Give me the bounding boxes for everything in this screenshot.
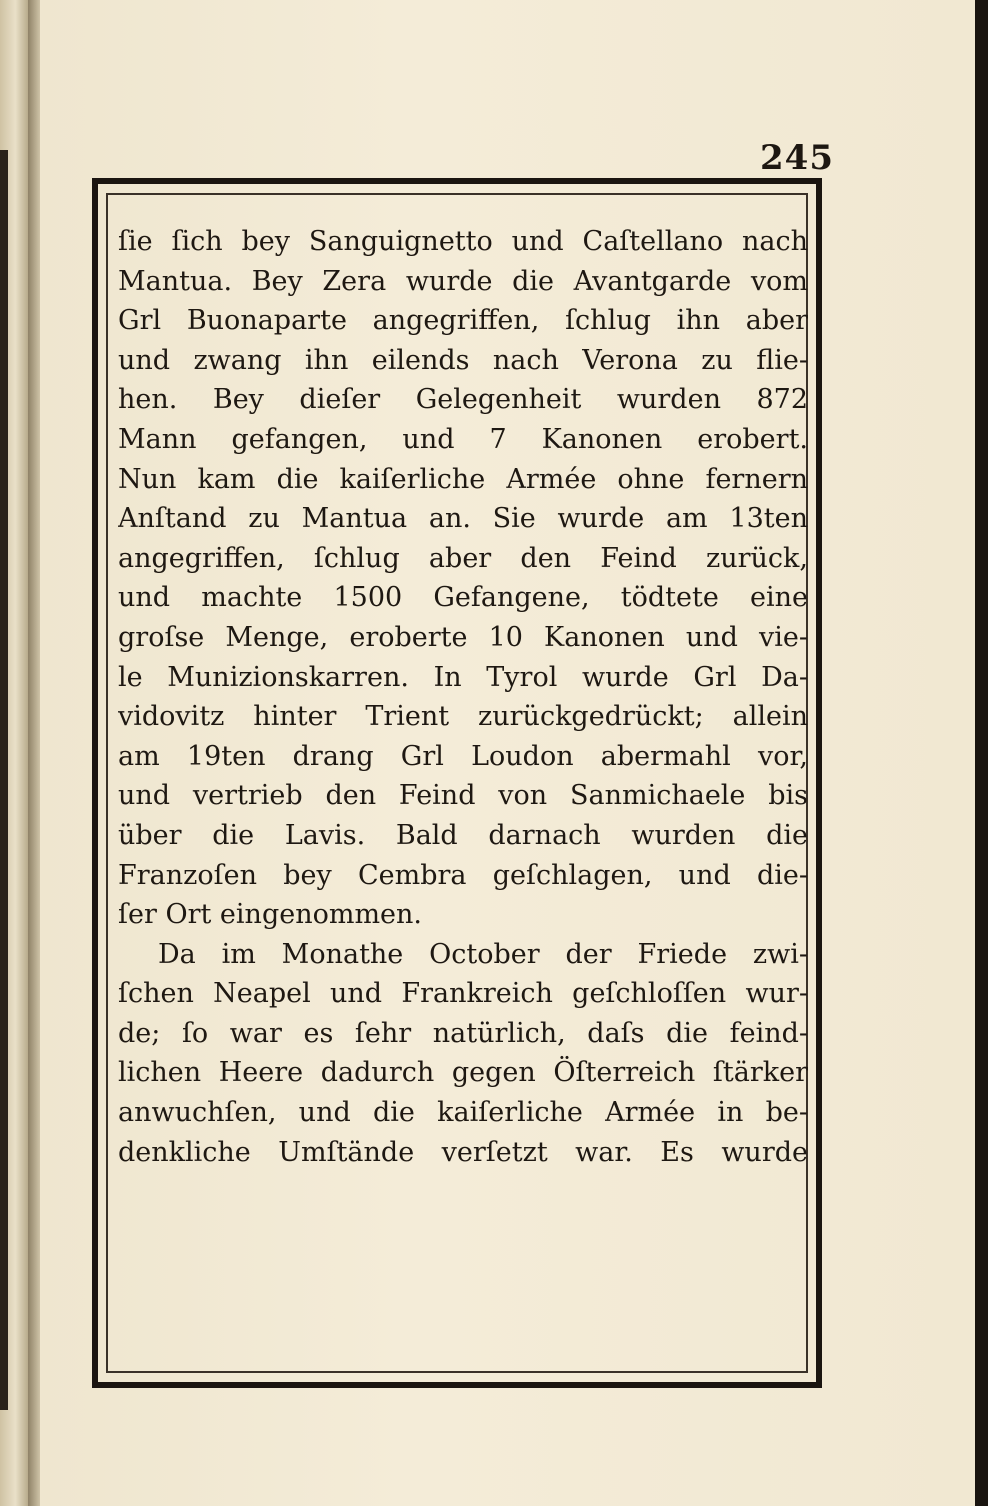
text-line: denkliche Umſtände verſetzt war. Es wurde <box>118 1136 808 1168</box>
body-text <box>118 222 808 1172</box>
text-line: Da im Monathe October der Friede zwi- <box>158 938 808 970</box>
text-line: Mantua. Bey Zera wurde die Avantgarde vom <box>118 265 808 297</box>
text-line: über die Lavis. Bald darnach wurden die <box>118 819 808 851</box>
text-line: hen. Bey dieſer Gelegenheit wurden 872 <box>118 384 808 416</box>
text-line: Nun kam die kaiſerliche Armée ohne fernern <box>118 463 808 495</box>
text-line: und machte 1500 Gefangene, tödtete eine <box>118 582 808 614</box>
text-line: Anſtand zu Mantua an. Sie wurde am 13ten <box>118 503 808 535</box>
text-line: am 19ten drang Grl Loudon abermahl vor, <box>118 740 808 772</box>
page-number: 245 <box>760 138 834 178</box>
text-line: ſchen Neapel und Frankreich geſchloſſen wur- <box>118 978 808 1010</box>
text-line: ſer Ort eingenommen. <box>118 899 423 931</box>
page-right-shadow <box>975 0 988 1506</box>
previous-page-edge <box>0 0 28 1506</box>
text-line: und vertrieb den Feind von Sanmichaele bis <box>118 780 808 812</box>
text-line: de; ſo war es ſehr natürlich, daſs die feind- <box>118 1017 808 1049</box>
text-line: ſie ſich bey Sanguignetto und Caſtellano nach <box>118 226 808 257</box>
text-line: Mann gefangen, und 7 Kanonen erobert. <box>118 423 808 455</box>
text-line: le Munizionskarren. In Tyrol wurde Grl Da- <box>118 661 808 693</box>
text-line: Franzoſen bey Cembra geſchlagen, und die- <box>118 859 808 891</box>
text-line: vidovitz hinter Trient zurückgedrückt; allein <box>118 701 808 733</box>
text-line: lichen Heere dadurch gegen Öſterreich ſtärker <box>118 1057 808 1089</box>
text-line: anwuchſen, und die kaiſerliche Armée in be- <box>118 1097 808 1129</box>
text-line: groſse Menge, eroberte 10 Kanonen und vie- <box>118 621 808 653</box>
text-line: angegriffen, ſchlug aber den Feind zurück, <box>118 542 808 574</box>
text-line: Grl Buonaparte angegriffen, ſchlug ihn aber <box>118 305 808 337</box>
text-line: und zwang ihn eilends nach Verona zu flie- <box>118 344 808 376</box>
previous-page-frame-mark <box>0 150 8 1410</box>
